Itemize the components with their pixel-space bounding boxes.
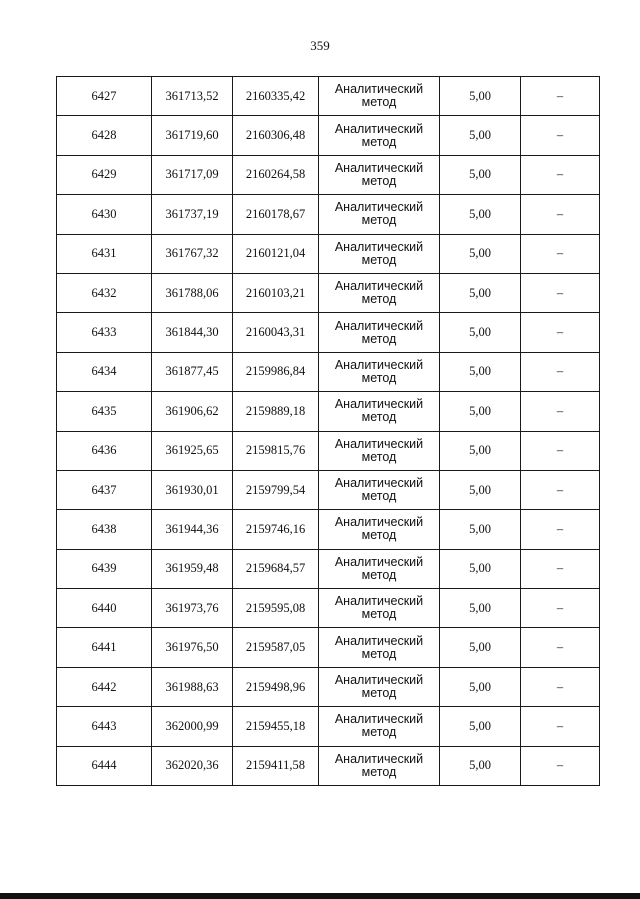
y-coordinate-cell: 2160178,67 bbox=[233, 195, 319, 234]
point-number-cell: 6438 bbox=[57, 510, 152, 549]
x-coordinate-cell: 361973,76 bbox=[152, 589, 233, 628]
x-coordinate-cell: 361719,60 bbox=[152, 116, 233, 155]
point-number-cell: 6437 bbox=[57, 470, 152, 509]
method-line-1: Аналитический bbox=[334, 673, 424, 688]
point-number-cell: 6427 bbox=[57, 77, 152, 116]
accuracy-cell: 5,00 bbox=[440, 273, 521, 312]
x-coordinate-cell: 361906,62 bbox=[152, 392, 233, 431]
method-cell bbox=[319, 667, 440, 706]
accuracy-cell: 5,00 bbox=[440, 667, 521, 706]
method-line-1: Аналитический bbox=[334, 357, 424, 372]
dash-cell: – bbox=[521, 470, 600, 509]
point-number-cell: 6431 bbox=[57, 234, 152, 273]
table-row bbox=[57, 155, 600, 194]
method-line-2: метод bbox=[361, 646, 397, 661]
method-cell bbox=[319, 510, 440, 549]
dash-cell: – bbox=[521, 628, 600, 667]
y-coordinate-cell: 2159595,08 bbox=[233, 589, 319, 628]
method-line-2: метод bbox=[361, 173, 397, 188]
y-coordinate-cell: 2159587,05 bbox=[233, 628, 319, 667]
table-row bbox=[57, 628, 600, 667]
dash-cell: – bbox=[521, 155, 600, 194]
x-coordinate-cell: 361877,45 bbox=[152, 352, 233, 391]
method-line-1: Аналитический bbox=[334, 633, 424, 648]
table-row bbox=[57, 77, 600, 116]
y-coordinate-cell: 2160306,48 bbox=[233, 116, 319, 155]
dash-cell: – bbox=[521, 746, 600, 785]
accuracy-cell: 5,00 bbox=[440, 746, 521, 785]
method-line-2: метод bbox=[361, 489, 397, 504]
method-line-1: Аналитический bbox=[334, 200, 424, 215]
table-row bbox=[57, 746, 600, 785]
table-row bbox=[57, 195, 600, 234]
point-number-cell: 6430 bbox=[57, 195, 152, 234]
method-line-1: Аналитический bbox=[334, 160, 424, 175]
method-line-2: метод bbox=[361, 370, 397, 385]
accuracy-cell: 5,00 bbox=[440, 431, 521, 470]
y-coordinate-cell: 2159684,57 bbox=[233, 549, 319, 588]
accuracy-cell: 5,00 bbox=[440, 589, 521, 628]
point-number-cell: 6441 bbox=[57, 628, 152, 667]
method-line-1: Аналитический bbox=[334, 436, 424, 451]
table-row bbox=[57, 352, 600, 391]
x-coordinate-cell: 361737,19 bbox=[152, 195, 233, 234]
method-line-2: метод bbox=[361, 134, 397, 149]
method-line-2: метод bbox=[361, 213, 397, 228]
method-cell bbox=[319, 155, 440, 194]
x-coordinate-cell: 362020,36 bbox=[152, 746, 233, 785]
table-row bbox=[57, 707, 600, 746]
accuracy-cell: 5,00 bbox=[440, 77, 521, 116]
method-line-1: Аналитический bbox=[334, 594, 424, 609]
accuracy-cell: 5,00 bbox=[440, 470, 521, 509]
method-cell bbox=[319, 273, 440, 312]
scan-bottom-edge bbox=[0, 893, 640, 899]
accuracy-cell: 5,00 bbox=[440, 116, 521, 155]
accuracy-cell: 5,00 bbox=[440, 234, 521, 273]
y-coordinate-cell: 2159815,76 bbox=[233, 431, 319, 470]
y-coordinate-cell: 2159986,84 bbox=[233, 352, 319, 391]
method-line-2: метод bbox=[361, 528, 397, 543]
method-line-2: метод bbox=[361, 725, 397, 740]
dash-cell: – bbox=[521, 510, 600, 549]
dash-cell: – bbox=[521, 77, 600, 116]
table-row bbox=[57, 313, 600, 352]
table-body bbox=[57, 77, 600, 786]
accuracy-cell: 5,00 bbox=[440, 155, 521, 194]
point-number-cell: 6428 bbox=[57, 116, 152, 155]
method-line-2: метод bbox=[361, 449, 397, 464]
dash-cell: – bbox=[521, 234, 600, 273]
y-coordinate-cell: 2159889,18 bbox=[233, 392, 319, 431]
x-coordinate-cell: 361925,65 bbox=[152, 431, 233, 470]
y-coordinate-cell: 2159455,18 bbox=[233, 707, 319, 746]
accuracy-cell: 5,00 bbox=[440, 707, 521, 746]
dash-cell: – bbox=[521, 589, 600, 628]
method-cell bbox=[319, 77, 440, 116]
accuracy-cell: 5,00 bbox=[440, 392, 521, 431]
page-number: 359 bbox=[310, 38, 330, 53]
method-line-2: метод bbox=[361, 410, 397, 425]
table-row bbox=[57, 589, 600, 628]
x-coordinate-cell: 361788,06 bbox=[152, 273, 233, 312]
y-coordinate-cell: 2160335,42 bbox=[233, 77, 319, 116]
table-row bbox=[57, 116, 600, 155]
method-cell bbox=[319, 589, 440, 628]
x-coordinate-cell: 361844,30 bbox=[152, 313, 233, 352]
y-coordinate-cell: 2159411,58 bbox=[233, 746, 319, 785]
method-line-2: метод bbox=[361, 607, 397, 622]
point-number-cell: 6433 bbox=[57, 313, 152, 352]
method-line-2: метод bbox=[361, 567, 397, 582]
x-coordinate-cell: 361717,09 bbox=[152, 155, 233, 194]
x-coordinate-cell: 361976,50 bbox=[152, 628, 233, 667]
point-number-cell: 6439 bbox=[57, 549, 152, 588]
table-row bbox=[57, 273, 600, 312]
dash-cell: – bbox=[521, 549, 600, 588]
dash-cell: – bbox=[521, 707, 600, 746]
table-row bbox=[57, 431, 600, 470]
method-cell bbox=[319, 116, 440, 155]
method-cell bbox=[319, 195, 440, 234]
table-row bbox=[57, 667, 600, 706]
point-number-cell: 6444 bbox=[57, 746, 152, 785]
method-line-2: метод bbox=[361, 686, 397, 701]
point-number-cell: 6429 bbox=[57, 155, 152, 194]
method-line-2: метод bbox=[361, 252, 397, 267]
method-line-2: метод bbox=[361, 95, 397, 110]
method-line-1: Аналитический bbox=[334, 397, 424, 412]
method-cell bbox=[319, 470, 440, 509]
y-coordinate-cell: 2159746,16 bbox=[233, 510, 319, 549]
method-line-2: метод bbox=[361, 764, 397, 779]
x-coordinate-cell: 361767,32 bbox=[152, 234, 233, 273]
method-cell bbox=[319, 234, 440, 273]
method-line-2: метод bbox=[361, 292, 397, 307]
accuracy-cell: 5,00 bbox=[440, 352, 521, 391]
x-coordinate-cell: 361959,48 bbox=[152, 549, 233, 588]
method-line-1: Аналитический bbox=[334, 279, 424, 294]
accuracy-cell: 5,00 bbox=[440, 313, 521, 352]
method-cell bbox=[319, 313, 440, 352]
accuracy-cell: 5,00 bbox=[440, 510, 521, 549]
dash-cell: – bbox=[521, 392, 600, 431]
x-coordinate-cell: 362000,99 bbox=[152, 707, 233, 746]
method-line-1: Аналитический bbox=[334, 515, 424, 530]
dash-cell: – bbox=[521, 313, 600, 352]
method-cell bbox=[319, 352, 440, 391]
table-row bbox=[57, 549, 600, 588]
point-number-cell: 6434 bbox=[57, 352, 152, 391]
x-coordinate-cell: 361713,52 bbox=[152, 77, 233, 116]
point-number-cell: 6443 bbox=[57, 707, 152, 746]
method-cell bbox=[319, 392, 440, 431]
point-number-cell: 6440 bbox=[57, 589, 152, 628]
y-coordinate-cell: 2160103,21 bbox=[233, 273, 319, 312]
x-coordinate-cell: 361944,36 bbox=[152, 510, 233, 549]
dash-cell: – bbox=[521, 195, 600, 234]
method-line-1: Аналитический bbox=[334, 318, 424, 333]
method-line-1: Аналитический bbox=[334, 121, 424, 136]
dash-cell: – bbox=[521, 667, 600, 706]
method-line-1: Аналитический bbox=[334, 712, 424, 727]
x-coordinate-cell: 361988,63 bbox=[152, 667, 233, 706]
table-row bbox=[57, 470, 600, 509]
y-coordinate-cell: 2159799,54 bbox=[233, 470, 319, 509]
table-row bbox=[57, 234, 600, 273]
dash-cell: – bbox=[521, 352, 600, 391]
method-line-1: Аналитический bbox=[334, 751, 424, 766]
y-coordinate-cell: 2160264,58 bbox=[233, 155, 319, 194]
table-row bbox=[57, 510, 600, 549]
point-number-cell: 6435 bbox=[57, 392, 152, 431]
point-number-cell: 6436 bbox=[57, 431, 152, 470]
accuracy-cell: 5,00 bbox=[440, 549, 521, 588]
dash-cell: – bbox=[521, 116, 600, 155]
method-line-1: Аналитический bbox=[334, 554, 424, 569]
dash-cell: – bbox=[521, 431, 600, 470]
method-line-1: Аналитический bbox=[334, 82, 424, 97]
method-cell bbox=[319, 628, 440, 667]
point-number-cell: 6432 bbox=[57, 273, 152, 312]
dash-cell: – bbox=[521, 273, 600, 312]
method-line-2: метод bbox=[361, 331, 397, 346]
method-line-1: Аналитический bbox=[334, 239, 424, 254]
method-cell bbox=[319, 431, 440, 470]
accuracy-cell: 5,00 bbox=[440, 628, 521, 667]
table-row bbox=[57, 392, 600, 431]
method-cell bbox=[319, 549, 440, 588]
method-cell bbox=[319, 746, 440, 785]
y-coordinate-cell: 2159498,96 bbox=[233, 667, 319, 706]
accuracy-cell: 5,00 bbox=[440, 195, 521, 234]
point-number-cell: 6442 bbox=[57, 667, 152, 706]
method-line-1: Аналитический bbox=[334, 476, 424, 491]
method-cell bbox=[319, 707, 440, 746]
x-coordinate-cell: 361930,01 bbox=[152, 470, 233, 509]
y-coordinate-cell: 2160043,31 bbox=[233, 313, 319, 352]
coordinates-table bbox=[56, 76, 600, 786]
y-coordinate-cell: 2160121,04 bbox=[233, 234, 319, 273]
